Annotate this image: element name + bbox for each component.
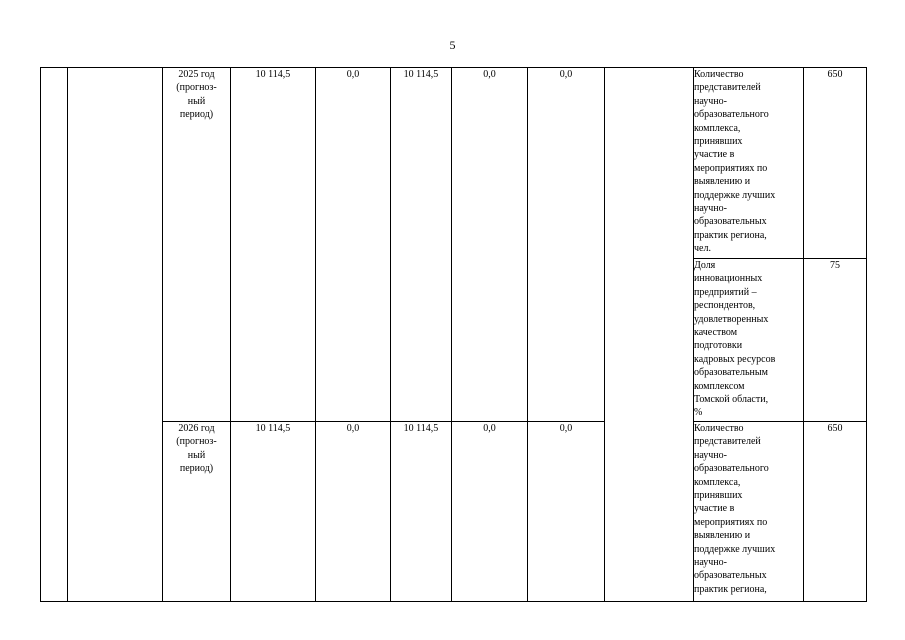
indicator-line: образовательных — [694, 216, 767, 228]
local-budget-cell: 0,0 — [452, 422, 528, 602]
indicator-line: качеством — [694, 327, 738, 339]
period-cell — [163, 422, 231, 602]
indicator-line: практик региона, — [694, 229, 767, 241]
executor-cell — [605, 68, 694, 602]
period-line: 2026 год — [178, 423, 215, 434]
indicator-line: образовательного — [694, 109, 769, 121]
indicator-line: Количество — [694, 69, 744, 80]
indicator-line: предприятий – — [694, 286, 757, 298]
row-number-cell — [41, 68, 68, 602]
period-line: (прогноз- — [176, 82, 217, 94]
regional-budget-cell: 10 114,5 — [391, 422, 452, 602]
budget-indicator-table — [40, 67, 867, 602]
indicator-line: научно- — [694, 203, 727, 215]
indicator-line: представителей — [694, 82, 761, 94]
federal-budget-cell: 0,0 — [316, 68, 391, 422]
indicator-name-cell — [694, 259, 804, 422]
extrabudgetary-cell: 0,0 — [528, 68, 605, 422]
indicator-line: Количество — [694, 423, 744, 434]
indicator-line: респондентов, — [694, 300, 756, 312]
period-line: (прогноз- — [176, 436, 217, 448]
indicator-value-cell: 650 — [804, 68, 867, 259]
indicator-line: принявших — [694, 490, 743, 502]
indicator-name-cell — [694, 422, 804, 602]
indicator-line: участие в — [694, 149, 735, 161]
period-line: ный — [187, 449, 206, 461]
indicator-line: выявлению и — [694, 176, 751, 188]
indicator-value-cell: 650 — [804, 422, 867, 602]
total-funding-cell: 10 114,5 — [231, 68, 316, 422]
indicator-line: чел. — [694, 243, 711, 255]
indicator-line: научно- — [694, 95, 727, 107]
indicator-value-cell: 75 — [804, 259, 867, 422]
indicator-line: представителей — [694, 436, 761, 448]
indicator-name-cell — [694, 68, 804, 259]
indicator-line: подготовки — [694, 340, 743, 352]
indicator-line: образовательного — [694, 463, 769, 475]
period-line: период) — [179, 109, 214, 121]
table-row — [41, 422, 867, 602]
measure-name-cell — [68, 68, 163, 602]
period-line: ный — [187, 95, 206, 107]
indicator-line: практик региона, — [694, 583, 767, 595]
regional-budget-cell: 10 114,5 — [391, 68, 452, 422]
page-number: 5 — [449, 38, 456, 52]
federal-budget-cell: 0,0 — [316, 422, 391, 602]
indicator-line: удовлетворенных — [694, 313, 769, 325]
indicator-line: комплексом — [694, 380, 745, 392]
indicator-line: % — [694, 407, 703, 419]
indicator-line: комплекса, — [694, 122, 741, 134]
indicator-line: Томской области, — [694, 394, 769, 406]
indicator-line: мероприятиях по — [694, 162, 768, 174]
indicator-line: образовательных — [694, 570, 767, 582]
indicator-line: инновационных — [694, 273, 763, 285]
indicator-line: кадровых ресурсов — [694, 353, 776, 365]
indicator-line: поддержке лучших — [694, 189, 776, 201]
indicator-line: мероприятиях по — [694, 516, 768, 528]
indicator-line: образовательным — [694, 367, 768, 379]
extrabudgetary-cell: 0,0 — [528, 422, 605, 602]
period-line: 2025 год — [178, 69, 215, 80]
total-funding-cell: 10 114,5 — [231, 422, 316, 602]
indicator-line: принявших — [694, 136, 743, 148]
period-line: период) — [179, 463, 214, 475]
indicator-line: комплекса, — [694, 476, 741, 488]
indicator-line: участие в — [694, 503, 735, 515]
indicator-line: Доля — [694, 260, 716, 271]
indicator-line: выявлению и — [694, 530, 751, 542]
period-cell — [163, 68, 231, 422]
table-row — [41, 68, 867, 259]
indicator-line: научно- — [694, 557, 727, 569]
indicator-line: научно- — [694, 449, 727, 461]
indicator-line: поддержке лучших — [694, 543, 776, 555]
local-budget-cell: 0,0 — [452, 68, 528, 422]
